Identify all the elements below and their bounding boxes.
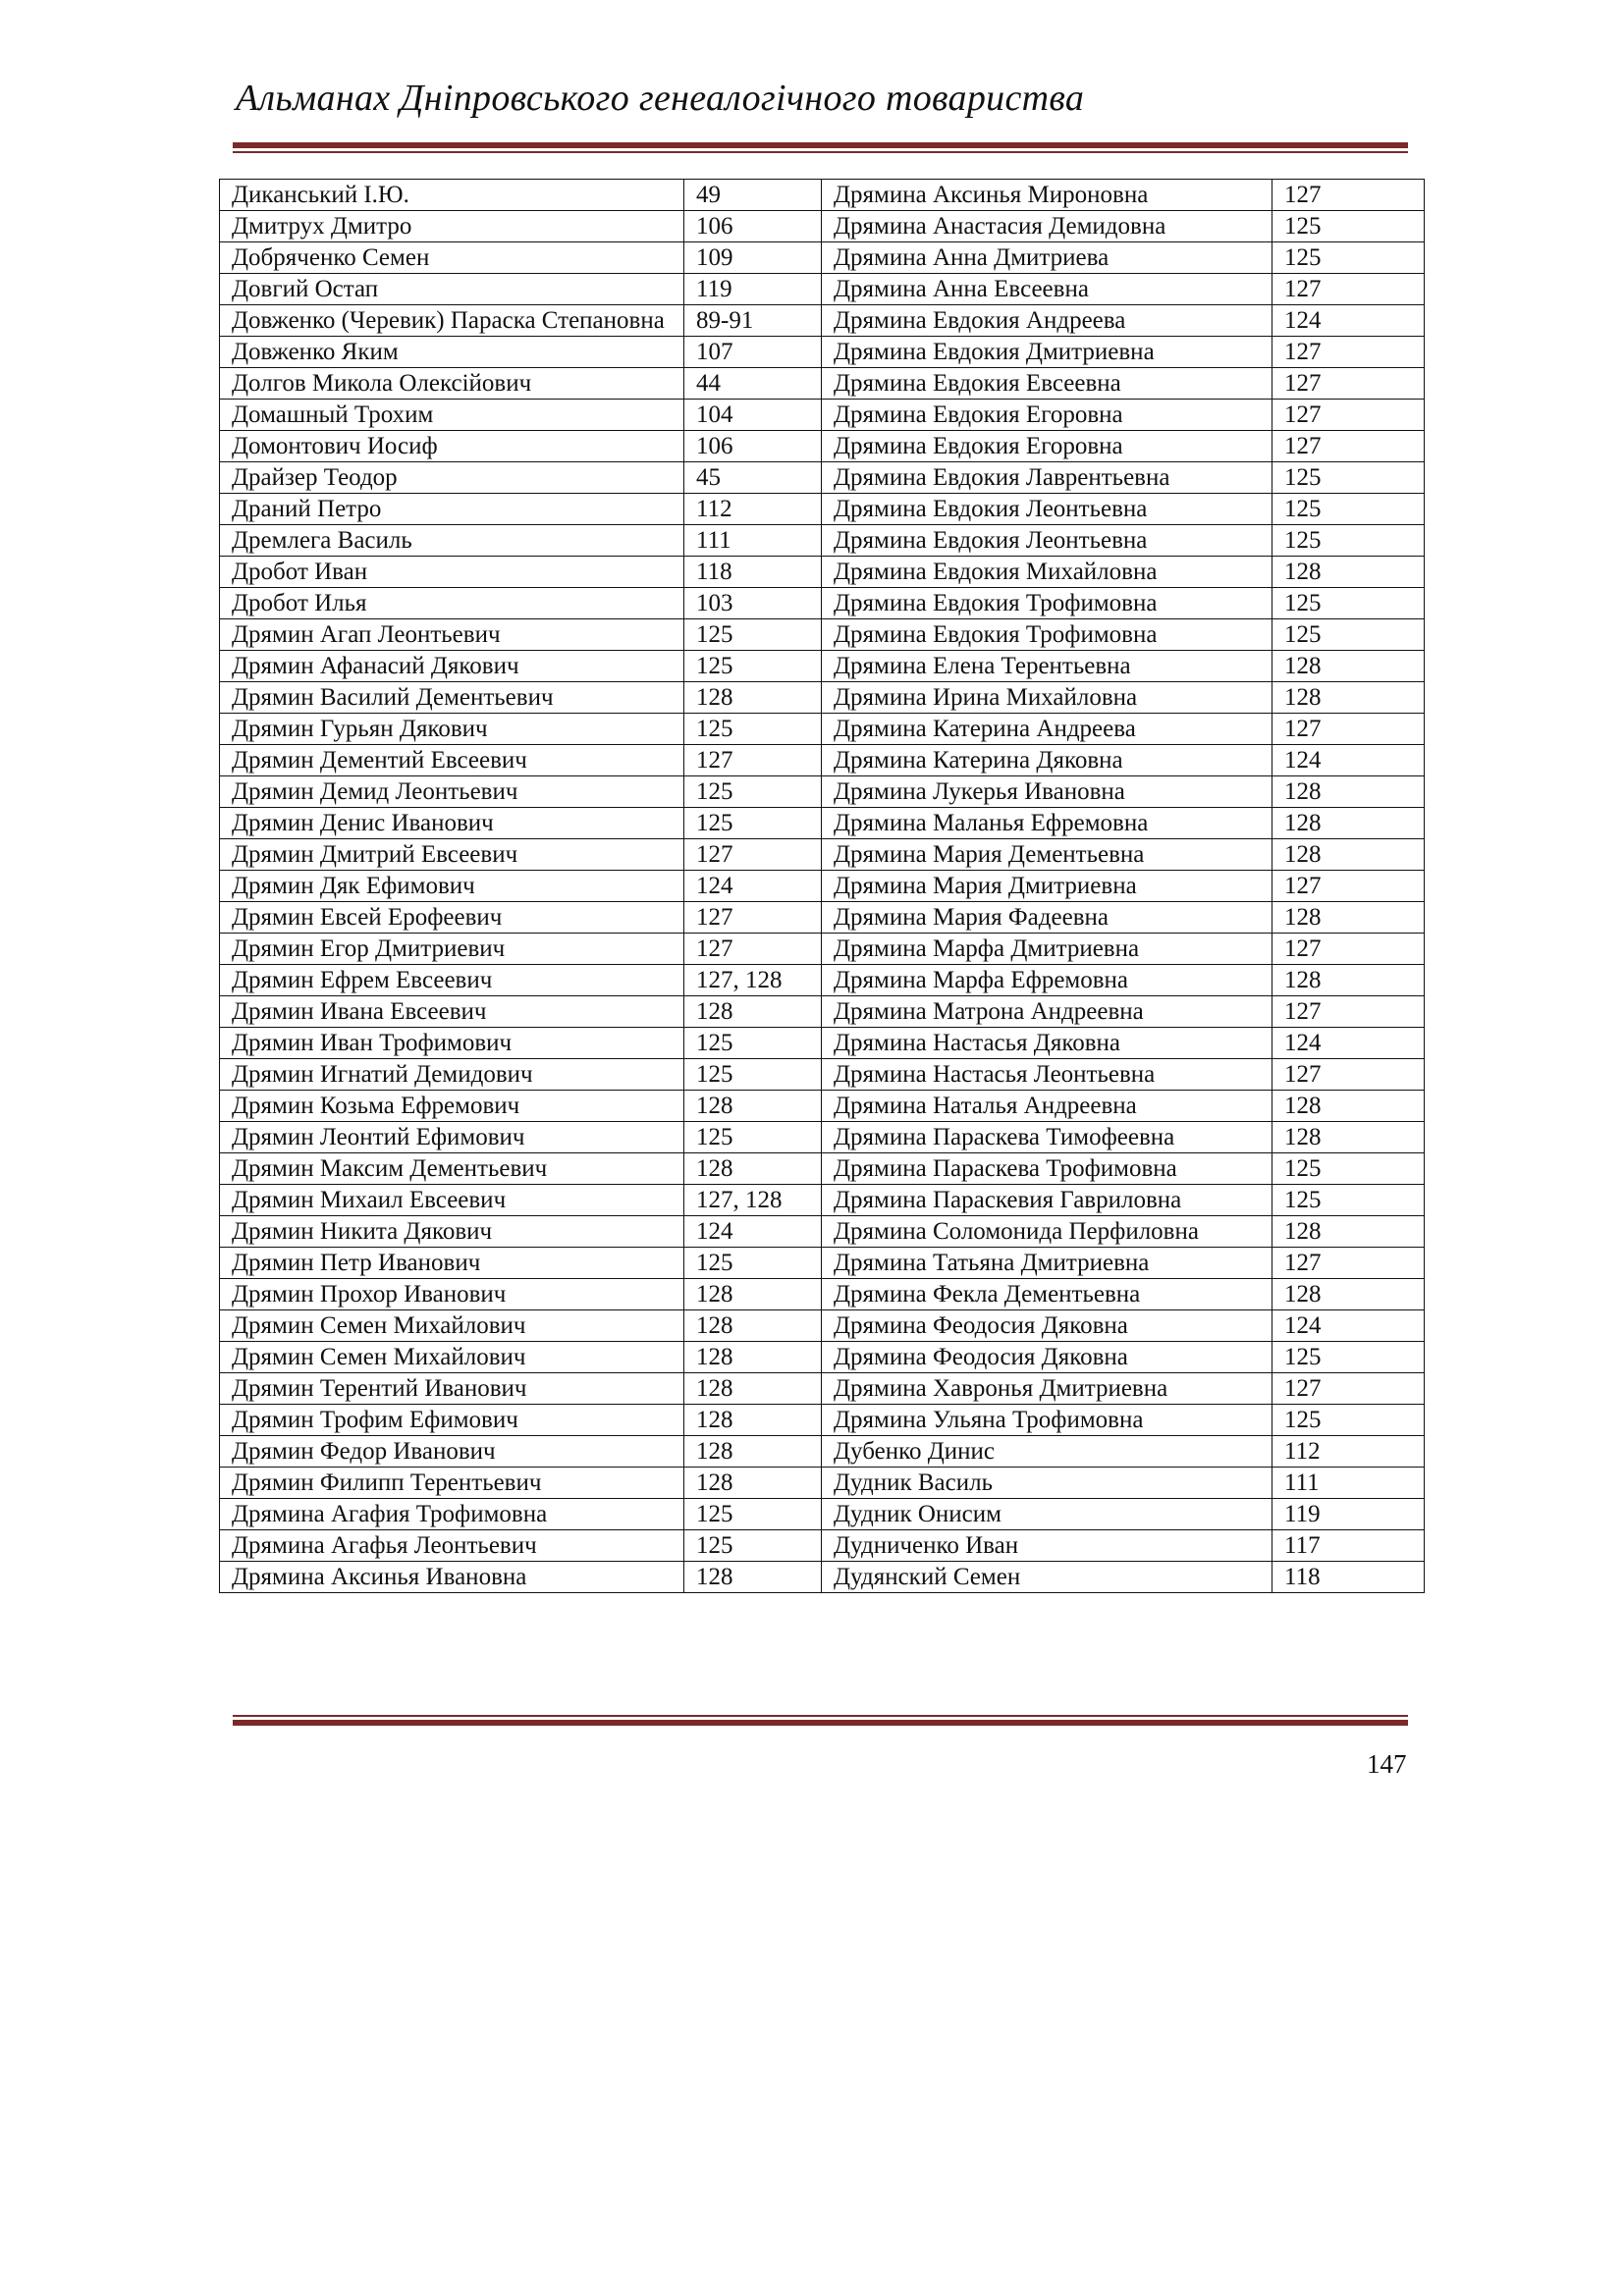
table-row: [220, 682, 1425, 714]
table-row: [220, 1279, 1425, 1310]
left-page-cell: 128: [684, 1310, 822, 1342]
table-row: [220, 1373, 1425, 1405]
right-name-cell: Дрямина Евдокия Егоровна: [822, 431, 1272, 462]
right-page-cell: 127: [1272, 400, 1425, 431]
right-name-cell: Дрямина Евдокия Лаврентьевна: [822, 462, 1272, 494]
right-page-cell: 125: [1272, 242, 1425, 274]
left-page-cell: 125: [684, 776, 822, 808]
table-row: [220, 1436, 1425, 1468]
right-name-cell: Дрямина Феодосия Дяковна: [822, 1310, 1272, 1342]
table-row: [220, 1028, 1425, 1059]
left-name-cell: Диканський І.Ю.: [220, 180, 684, 211]
right-page-cell: 128: [1272, 1216, 1425, 1248]
right-page-cell: 127: [1272, 1248, 1425, 1279]
left-page-cell: 103: [684, 588, 822, 619]
right-page-cell: 119: [1272, 1499, 1425, 1530]
name-index-body: [220, 180, 1425, 1593]
table-row: [220, 651, 1425, 682]
left-name-cell: Довженко (Черевик) Параска Степановна: [220, 305, 684, 337]
right-page-cell: 125: [1272, 588, 1425, 619]
left-page-cell: 89-91: [684, 305, 822, 337]
right-name-cell: Дрямина Анна Евсеевна: [822, 274, 1272, 305]
right-name-cell: Дудниченко Иван: [822, 1530, 1272, 1562]
right-name-cell: Дрямина Евдокия Дмитриевна: [822, 337, 1272, 368]
table-row: [220, 1499, 1425, 1530]
left-page-cell: 128: [684, 1279, 822, 1310]
right-name-cell: Дрямина Евдокия Андреева: [822, 305, 1272, 337]
right-page-cell: 128: [1272, 1122, 1425, 1153]
left-page-cell: 128: [684, 1468, 822, 1499]
table-row: [220, 462, 1425, 494]
left-name-cell: Дрямин Прохор Иванович: [220, 1279, 684, 1310]
right-name-cell: Дрямина Мария Дементьевна: [822, 839, 1272, 871]
table-row: [220, 1153, 1425, 1185]
right-page-cell: 127: [1272, 934, 1425, 965]
left-page-cell: 125: [684, 1059, 822, 1091]
table-row: [220, 745, 1425, 776]
table-row: [220, 1342, 1425, 1373]
table-row: [220, 776, 1425, 808]
left-name-cell: Дрямин Иван Трофимович: [220, 1028, 684, 1059]
left-page-cell: 125: [684, 808, 822, 839]
left-name-cell: Довженко Яким: [220, 337, 684, 368]
right-name-cell: Дрямина Марфа Ефремовна: [822, 965, 1272, 996]
right-page-cell: 117: [1272, 1530, 1425, 1562]
right-page-cell: 127: [1272, 337, 1425, 368]
header-rule-thin: [233, 151, 1408, 153]
left-name-cell: Дрямин Трофим Ефимович: [220, 1405, 684, 1436]
right-name-cell: Дрямина Евдокия Михайловна: [822, 557, 1272, 588]
left-name-cell: Дрямина Агафия Трофимовна: [220, 1499, 684, 1530]
right-page-cell: 124: [1272, 745, 1425, 776]
right-page-cell: 124: [1272, 305, 1425, 337]
right-name-cell: Дрямина Хавронья Дмитриевна: [822, 1373, 1272, 1405]
right-page-cell: 127: [1272, 871, 1425, 902]
left-name-cell: Добряченко Семен: [220, 242, 684, 274]
left-name-cell: Дрямин Демид Леонтьевич: [220, 776, 684, 808]
page-number: 147: [1367, 1749, 1407, 1779]
table-row: [220, 1059, 1425, 1091]
right-page-cell: 125: [1272, 462, 1425, 494]
table-row: [220, 1310, 1425, 1342]
table-row: [220, 619, 1425, 651]
left-page-cell: 128: [684, 1373, 822, 1405]
table-row: [220, 1468, 1425, 1499]
table-row: [220, 1216, 1425, 1248]
right-name-cell: Дрямина Лукерья Ивановна: [822, 776, 1272, 808]
left-name-cell: Дрямин Козьма Ефремович: [220, 1091, 684, 1122]
header-rule-thick: [233, 142, 1408, 148]
right-page-cell: 128: [1272, 1279, 1425, 1310]
left-page-cell: 106: [684, 211, 822, 242]
left-page-cell: 119: [684, 274, 822, 305]
table-row: [220, 305, 1425, 337]
left-page-cell: 125: [684, 1028, 822, 1059]
right-name-cell: Дрямина Анастасия Демидовна: [822, 211, 1272, 242]
right-name-cell: Дрямина Аксинья Мироновна: [822, 180, 1272, 211]
left-name-cell: Дрямин Гурьян Дякович: [220, 714, 684, 745]
left-page-cell: 125: [684, 651, 822, 682]
table-row: [220, 965, 1425, 996]
left-page-cell: 107: [684, 337, 822, 368]
right-name-cell: Дрямина Марфа Дмитриевна: [822, 934, 1272, 965]
right-page-cell: 124: [1272, 1310, 1425, 1342]
left-name-cell: Дробот Иван: [220, 557, 684, 588]
left-name-cell: Дрямина Агафья Леонтьевич: [220, 1530, 684, 1562]
table-row: [220, 902, 1425, 934]
left-name-cell: Дрямин Семен Михайлович: [220, 1342, 684, 1373]
left-page-cell: 128: [684, 1153, 822, 1185]
left-page-cell: 49: [684, 180, 822, 211]
right-name-cell: Дрямина Анна Дмитриева: [822, 242, 1272, 274]
right-name-cell: Дрямина Параскевия Гавриловна: [822, 1185, 1272, 1216]
right-name-cell: Дрямина Параскева Тимофеевна: [822, 1122, 1272, 1153]
table-row: [220, 1091, 1425, 1122]
table-row: [220, 871, 1425, 902]
left-page-cell: 106: [684, 431, 822, 462]
right-page-cell: 125: [1272, 1342, 1425, 1373]
left-name-cell: Драйзер Теодор: [220, 462, 684, 494]
right-name-cell: Дрямина Ульяна Трофимовна: [822, 1405, 1272, 1436]
left-name-cell: Дрямин Ефрем Евсеевич: [220, 965, 684, 996]
table-row: [220, 1405, 1425, 1436]
table-row: [220, 839, 1425, 871]
right-name-cell: Дрямина Ирина Михайловна: [822, 682, 1272, 714]
name-index-table: [219, 179, 1425, 1593]
right-name-cell: Дудник Василь: [822, 1468, 1272, 1499]
right-page-cell: 112: [1272, 1436, 1425, 1468]
table-row: [220, 1562, 1425, 1593]
right-name-cell: Дрямина Феодосия Дяковна: [822, 1342, 1272, 1373]
footer-rule-thin: [233, 1715, 1408, 1717]
table-row: [220, 242, 1425, 274]
table-row: [220, 525, 1425, 557]
right-page-cell: 127: [1272, 996, 1425, 1028]
right-page-cell: 128: [1272, 651, 1425, 682]
right-name-cell: Дрямина Маланья Ефремовна: [822, 808, 1272, 839]
left-page-cell: 104: [684, 400, 822, 431]
left-page-cell: 125: [684, 714, 822, 745]
table-row: [220, 1122, 1425, 1153]
left-page-cell: 128: [684, 1405, 822, 1436]
left-page-cell: 128: [684, 1342, 822, 1373]
left-page-cell: 45: [684, 462, 822, 494]
left-page-cell: 125: [684, 1530, 822, 1562]
right-name-cell: Дрямина Евдокия Трофимовна: [822, 619, 1272, 651]
right-page-cell: 127: [1272, 274, 1425, 305]
left-page-cell: 128: [684, 682, 822, 714]
left-name-cell: Дрямин Афанасий Дякович: [220, 651, 684, 682]
right-page-cell: 125: [1272, 494, 1425, 525]
table-row: [220, 934, 1425, 965]
table-row: [220, 557, 1425, 588]
left-name-cell: Дрямин Евсей Ерофеевич: [220, 902, 684, 934]
left-page-cell: 124: [684, 871, 822, 902]
left-name-cell: Дрямина Аксинья Ивановна: [220, 1562, 684, 1593]
left-name-cell: Дрямин Агап Леонтьевич: [220, 619, 684, 651]
left-page-cell: 127: [684, 839, 822, 871]
right-page-cell: 128: [1272, 839, 1425, 871]
right-name-cell: Дрямина Матрона Андреевна: [822, 996, 1272, 1028]
left-page-cell: 128: [684, 996, 822, 1028]
right-name-cell: Дрямина Катерина Андреева: [822, 714, 1272, 745]
right-page-cell: 127: [1272, 1373, 1425, 1405]
right-name-cell: Дудник Онисим: [822, 1499, 1272, 1530]
right-name-cell: Дрямина Соломонида Перфиловна: [822, 1216, 1272, 1248]
right-name-cell: Дрямина Татьяна Дмитриевна: [822, 1248, 1272, 1279]
left-page-cell: 124: [684, 1216, 822, 1248]
left-page-cell: 112: [684, 494, 822, 525]
table-row: [220, 368, 1425, 400]
right-page-cell: 125: [1272, 1405, 1425, 1436]
left-name-cell: Дрямин Терентий Иванович: [220, 1373, 684, 1405]
right-name-cell: Дрямина Евдокия Трофимовна: [822, 588, 1272, 619]
right-name-cell: Дрямина Параскева Трофимовна: [822, 1153, 1272, 1185]
right-page-cell: 128: [1272, 776, 1425, 808]
right-page-cell: 125: [1272, 525, 1425, 557]
right-page-cell: 128: [1272, 1091, 1425, 1122]
right-name-cell: Дубенко Динис: [822, 1436, 1272, 1468]
left-page-cell: 127: [684, 745, 822, 776]
right-name-cell: Дрямина Евдокия Леонтьевна: [822, 494, 1272, 525]
right-name-cell: Дрямина Евдокия Егоровна: [822, 400, 1272, 431]
left-page-cell: 127, 128: [684, 1185, 822, 1216]
left-page-cell: 125: [684, 1248, 822, 1279]
right-name-cell: Дрямина Настасья Леонтьевна: [822, 1059, 1272, 1091]
table-row: [220, 337, 1425, 368]
table-row: [220, 211, 1425, 242]
table-row: [220, 996, 1425, 1028]
left-page-cell: 128: [684, 1091, 822, 1122]
right-page-cell: 127: [1272, 1059, 1425, 1091]
left-name-cell: Дрямин Семен Михайлович: [220, 1310, 684, 1342]
right-page-cell: 128: [1272, 965, 1425, 996]
right-page-cell: 127: [1272, 368, 1425, 400]
left-page-cell: 125: [684, 1122, 822, 1153]
table-row: [220, 1248, 1425, 1279]
left-name-cell: Дрямин Максим Дементьевич: [220, 1153, 684, 1185]
left-page-cell: 127: [684, 934, 822, 965]
left-name-cell: Долгов Микола Олексійович: [220, 368, 684, 400]
right-name-cell: Дрямина Мария Фадеевна: [822, 902, 1272, 934]
left-page-cell: 128: [684, 1436, 822, 1468]
left-name-cell: Дмитрух Дмитро: [220, 211, 684, 242]
table-row: [220, 400, 1425, 431]
right-page-cell: 125: [1272, 1153, 1425, 1185]
right-page-cell: 128: [1272, 682, 1425, 714]
right-name-cell: Дудянский Семен: [822, 1562, 1272, 1593]
right-page-cell: 125: [1272, 1185, 1425, 1216]
right-page-cell: 118: [1272, 1562, 1425, 1593]
right-page-cell: 124: [1272, 1028, 1425, 1059]
left-page-cell: 111: [684, 525, 822, 557]
left-page-cell: 125: [684, 619, 822, 651]
right-page-cell: 128: [1272, 902, 1425, 934]
table-row: [220, 588, 1425, 619]
left-page-cell: 44: [684, 368, 822, 400]
right-name-cell: Дрямина Мария Дмитриевна: [822, 871, 1272, 902]
right-page-cell: 125: [1272, 619, 1425, 651]
right-name-cell: Дрямина Елена Терентьевна: [822, 651, 1272, 682]
left-name-cell: Драний Петро: [220, 494, 684, 525]
left-name-cell: Дрямин Михаил Евсеевич: [220, 1185, 684, 1216]
table-row: [220, 1185, 1425, 1216]
left-name-cell: Дрямин Денис Иванович: [220, 808, 684, 839]
left-name-cell: Дрямин Федор Иванович: [220, 1436, 684, 1468]
right-page-cell: 111: [1272, 1468, 1425, 1499]
left-name-cell: Дрямин Филипп Терентьевич: [220, 1468, 684, 1499]
right-name-cell: Дрямина Евдокия Леонтьевна: [822, 525, 1272, 557]
right-name-cell: Дрямина Фекла Дементьевна: [822, 1279, 1272, 1310]
left-name-cell: Дрямин Леонтий Ефимович: [220, 1122, 684, 1153]
left-name-cell: Домашный Трохим: [220, 400, 684, 431]
left-page-cell: 118: [684, 557, 822, 588]
left-name-cell: Дремлега Василь: [220, 525, 684, 557]
left-page-cell: 109: [684, 242, 822, 274]
footer-rule-thick: [233, 1720, 1408, 1726]
left-page-cell: 125: [684, 1499, 822, 1530]
left-page-cell: 127, 128: [684, 965, 822, 996]
table-row: [220, 808, 1425, 839]
right-page-cell: 128: [1272, 557, 1425, 588]
table-row: [220, 431, 1425, 462]
table-row: [220, 714, 1425, 745]
table-row: [220, 274, 1425, 305]
left-name-cell: Дрямин Никита Дякович: [220, 1216, 684, 1248]
right-page-cell: 127: [1272, 431, 1425, 462]
right-name-cell: Дрямина Настасья Дяковна: [822, 1028, 1272, 1059]
right-page-cell: 127: [1272, 714, 1425, 745]
right-name-cell: Дрямина Катерина Дяковна: [822, 745, 1272, 776]
page-header-title: Альманах Дніпровського генеалогічного товариства: [236, 78, 1085, 119]
left-page-cell: 127: [684, 902, 822, 934]
left-name-cell: Дрямин Петр Иванович: [220, 1248, 684, 1279]
left-name-cell: Довгий Остап: [220, 274, 684, 305]
left-name-cell: Дрямин Василий Дементьевич: [220, 682, 684, 714]
left-name-cell: Дрямин Дементий Евсеевич: [220, 745, 684, 776]
table-row: [220, 180, 1425, 211]
right-page-cell: 125: [1272, 211, 1425, 242]
left-page-cell: 128: [684, 1562, 822, 1593]
left-name-cell: Дрямин Дмитрий Евсеевич: [220, 839, 684, 871]
left-name-cell: Дрямин Игнатий Демидович: [220, 1059, 684, 1091]
left-name-cell: Дрямин Дяк Ефимович: [220, 871, 684, 902]
left-name-cell: Дрямин Ивана Евсеевич: [220, 996, 684, 1028]
right-name-cell: Дрямина Наталья Андреевна: [822, 1091, 1272, 1122]
left-name-cell: Дробот Илья: [220, 588, 684, 619]
left-name-cell: Дрямин Егор Дмитриевич: [220, 934, 684, 965]
left-name-cell: Домонтович Иосиф: [220, 431, 684, 462]
right-page-cell: 128: [1272, 808, 1425, 839]
right-name-cell: Дрямина Евдокия Евсеевна: [822, 368, 1272, 400]
table-row: [220, 494, 1425, 525]
right-page-cell: 127: [1272, 180, 1425, 211]
table-row: [220, 1530, 1425, 1562]
